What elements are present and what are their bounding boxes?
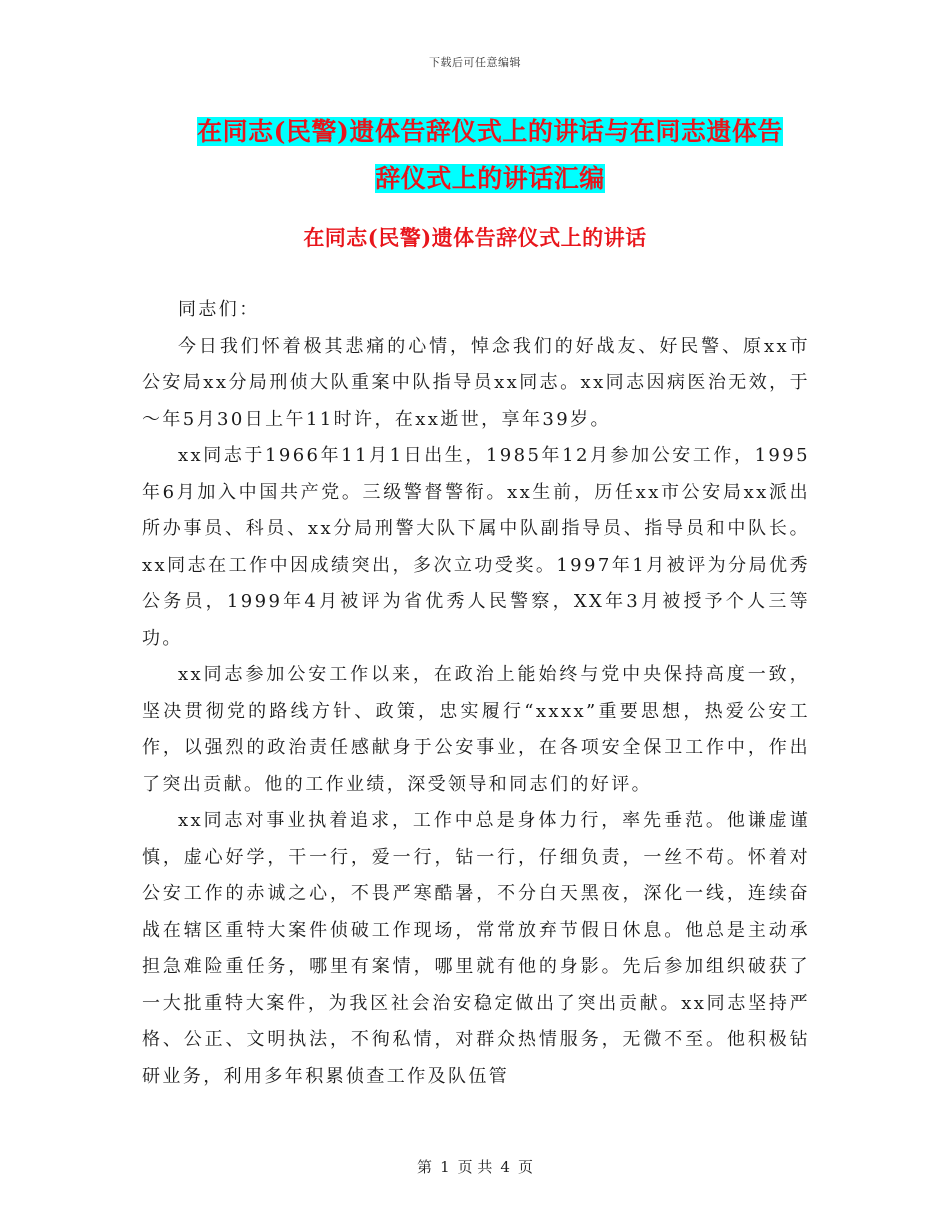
title-line-1: 在同志(民警)遗体告辞仪式上的讲话与在同志遗体告 bbox=[197, 117, 783, 146]
salutation: 同志们： bbox=[178, 299, 260, 320]
document-title bbox=[160, 110, 820, 204]
footer-prefix: 第 bbox=[417, 1158, 433, 1176]
title-line-2: 辞仪式上的讲话汇编 bbox=[375, 164, 605, 193]
footer-total-pages: 4 bbox=[500, 1158, 510, 1176]
paragraph: xx同志参加公安工作以来，在政治上能始终与党中央保持高度一致，坚决贯彻党的路线方针、政策，忠实履行“xxxx”重要思想，热爱公安工作，以强烈的政治责任感献身于公安事业，在各项安全保卫工作中，作出了突出贡献。他的工作业绩，深受领导和同志们的好评。 bbox=[142, 664, 810, 795]
section-subtitle: 在同志(民警)遗体告辞仪式上的讲话 bbox=[303, 225, 647, 250]
speech-body bbox=[142, 292, 810, 1095]
header-note: 下载后可任意编辑 bbox=[429, 56, 521, 69]
footer-middle: 页 共 bbox=[457, 1158, 493, 1176]
page-footer bbox=[0, 1156, 950, 1177]
footer-page-number: 1 bbox=[440, 1158, 450, 1176]
footer-suffix: 页 bbox=[517, 1158, 533, 1176]
paragraph: xx同志对事业执着追求，工作中总是身体力行，率先垂范。他谦虚谨慎，虚心好学，干一行，爱一行，钻一行，仔细负责，一丝不苟。怀着对公安工作的赤诚之心，不畏严寒酷暑，不分白天黑夜，深化一线，连续奋战在辖区重特大案件侦破工作现场，常常放弃节假日休息。他总是主动承担急难险重任务，哪里有案情，哪里就有他的身影。先后参加组织破获了一大批重特大案件，为我区社会治安稳定做出了突出贡献。xx同志坚持严格、公正、文明执法，不徇私情，对群众热情服务，无微不至。他积极钻研业务，利用多年积累侦查工作及队伍管 bbox=[142, 810, 810, 1087]
paragraph: xx同志于1966年11月1日出生，1985年12月参加公安工作，1995年6月加入中国共产党。三级警督警衔。xx生前，历任xx市公安局xx派出所办事员、科员、xx分局刑警大队下属中队副指导员、指导员和中队长。xx同志在工作中因成绩突出，多次立功受奖。1997年1月被评为分局优秀公务员，1999年4月被评为省优秀人民警察，XX年3月被授予个人三等功。 bbox=[142, 445, 810, 649]
paragraph: 今日我们怀着极其悲痛的心情，悼念我们的好战友、好民警、原xx市公安局xx分局刑侦大队重案中队指导员xx同志。xx同志因病医治无效，于～年5月30日上午11时许，在xx逝世，享年39岁。 bbox=[142, 335, 810, 430]
